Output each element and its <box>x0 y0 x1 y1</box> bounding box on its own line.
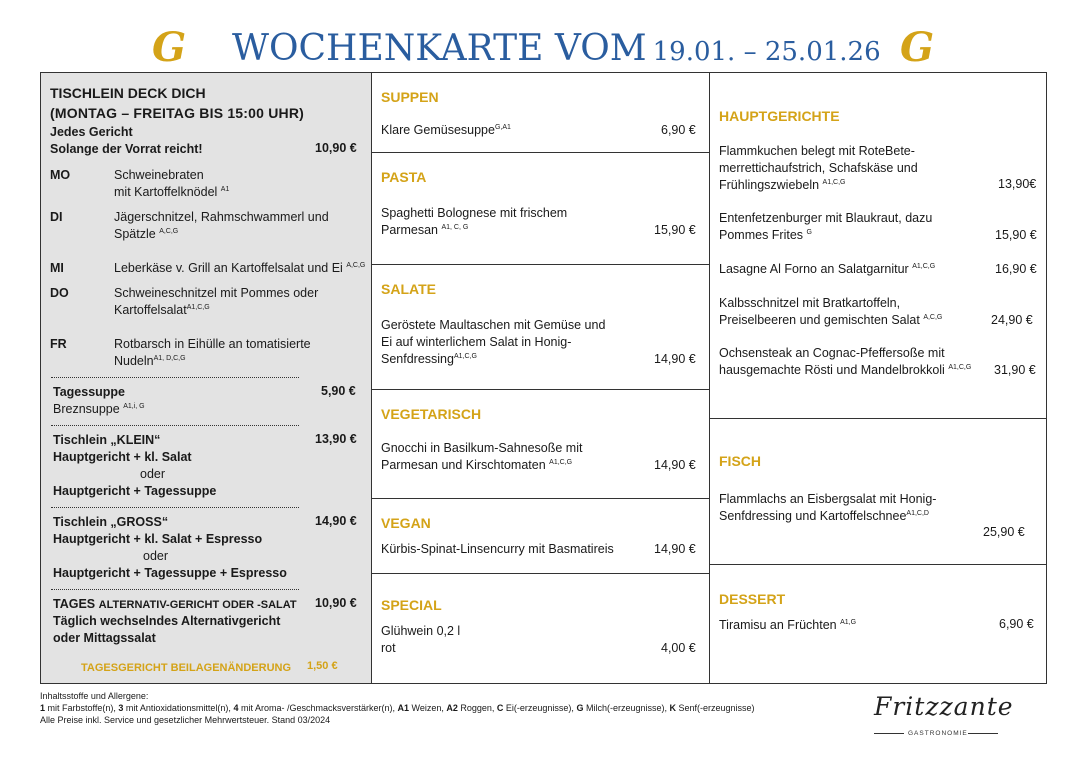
salate-price: 14,90 € <box>654 352 696 366</box>
divider <box>51 377 299 378</box>
vegan-item: Kürbis-Spinat-Linsencurry mit Basmatireis <box>381 542 614 556</box>
haupt-price: 15,90 € <box>995 228 1037 242</box>
dish-di: Jägerschnitzel, Rahmschwammerl und Spätzle $^{A,C,G}$ <box>114 210 329 241</box>
klein-or: oder <box>140 467 166 481</box>
haupt-price: 24,90 € <box>991 313 1033 327</box>
vegetarisch-price: 14,90 € <box>654 458 696 472</box>
haupt-price: 13,90€ <box>998 177 1037 191</box>
dessert-item: Tiramisu an Früchten $^{A1,G}$ <box>719 618 857 632</box>
klein-line1: Hauptgericht + kl. Salat <box>53 450 192 464</box>
gross-or: oder <box>143 549 169 563</box>
section-suppen <box>372 73 709 153</box>
section-dessert <box>710 565 1046 684</box>
section-vegan <box>372 499 709 574</box>
day-mi: MI <box>50 261 64 275</box>
footer-line3: Alle Preise inkl. Service und gesetzlicher Mehrwertsteuer. Stand 03/2024 <box>40 715 331 725</box>
divider <box>51 589 299 590</box>
haupt-item: Flammkuchen belegt mit RoteBete- merrettichaufstrich, Schafskäse und Frühlingszwiebeln $^{A1,C,G}$ <box>719 144 918 192</box>
salate-item: Geröstete Maultaschen mit Gemüse und Ei auf winterlichem Salat in Honig- Senfdressing$^{A1,C,G}$ <box>381 318 606 366</box>
gross-price: 14,90 € <box>315 514 357 528</box>
vegan-price: 14,90 € <box>654 542 696 556</box>
brand-line-left <box>874 733 904 734</box>
vegetarisch-heading: VEGETARISCH <box>381 406 482 422</box>
daily-heading-hours: (MONTAG – FREITAG BIS 15:00 UHR) <box>50 105 305 121</box>
daily-heading: TISCHLEIN DECK DICH <box>50 85 206 101</box>
dessert-price: 6,90 € <box>999 617 1034 631</box>
dish-fr: Rotbarsch in Eihülle an tomatisierte Nudeln$^{A1, D,C,G}$ <box>114 337 311 368</box>
suppen-price: 6,90 € <box>661 123 696 137</box>
footer-line2: 1 mit Farbstoffe(n), 3 mit Antioxidationsmittel(n), 4 mit Aroma- /Geschmacksverstärker(n), A1 Weizen, A2 Roggen, C Ei(-erzeugnisse), G Milch(-erzeugnisse), K Senf(-erzeugnisse) <box>40 703 755 713</box>
brand-name: Fritzzante <box>874 692 1014 721</box>
gross-line2: Hauptgericht + Tagessuppe + Espresso <box>53 566 287 580</box>
haupt-item: Lasagne Al Forno an Salatgarnitur $^{A1,C,G}$ <box>719 262 936 276</box>
pasta-heading: PASTA <box>381 169 427 185</box>
pasta-item: Spaghetti Bolognese mit frischem Parmesan $^{A1, C, G}$ <box>381 206 568 237</box>
right-column <box>710 73 1046 683</box>
gross-title: Tischlein „GROSS“ <box>53 515 169 529</box>
divider <box>51 507 299 508</box>
klein-title: Tischlein „KLEIN“ <box>53 433 161 447</box>
day-di: DI <box>50 210 63 224</box>
menu-frame <box>40 72 1047 684</box>
tagessuppe-desc: Breznsuppe $^{A1,i, G}$ <box>53 402 145 416</box>
dish-mo: Schweinebraten mit Kartoffelknödel $^{A1}$ <box>114 168 230 199</box>
day-do: DO <box>50 286 69 300</box>
haupt-item: Entenfetzenburger mit Blaukraut, dazu Pommes Frites $^G$ <box>719 211 933 242</box>
dish-mi: Leberkäse v. Grill an Kartoffelsalat und Ei $^{A,C,G}$ <box>114 261 366 275</box>
fisch-price: 25,90 € <box>983 525 1025 539</box>
salate-heading: SALATE <box>381 281 436 297</box>
title-dates: 19.01. – 25.01.26 <box>652 37 881 67</box>
footer-line1: Inhaltsstoffe und Allergene: <box>40 691 149 701</box>
tagessuppe-title: Tagessuppe <box>53 385 126 399</box>
special-item: Glühwein 0,2 l rot <box>381 624 461 655</box>
section-fisch <box>710 419 1046 565</box>
day-mo: MO <box>50 168 71 182</box>
brand-line-right <box>968 733 998 734</box>
klein-price: 13,90 € <box>315 432 357 446</box>
alt-line2: oder Mittagssalat <box>53 631 156 645</box>
tagessuppe-price: 5,90 € <box>321 384 356 398</box>
gross-line1: Hauptgericht + kl. Salat + Espresso <box>53 532 263 546</box>
alt-line1: Täglich wechselndes Alternativgericht <box>53 614 281 628</box>
haupt-item: Ochsensteak an Cognac-Pfeffersoße mit hausgemachte Rösti und Mandelbrokkoli $^{A1,C,G}$ <box>719 346 972 377</box>
special-heading: SPECIAL <box>381 597 442 613</box>
middle-column <box>372 73 710 683</box>
title-main: WOCHENKARTE VOM <box>232 28 647 69</box>
page-title <box>232 28 881 69</box>
vegetarisch-item: Gnocchi in Basilkum-Sahnesoße mit Parmesan und Kirschtomaten $^{A1,C,G}$ <box>381 441 583 472</box>
pasta-price: 15,90 € <box>654 223 696 237</box>
section-special <box>372 574 709 684</box>
alt-title: TAGES ALTERNATIV-GERICHT ODER -SALAT <box>53 597 297 611</box>
brand-sub: GASTRONOMIE <box>908 730 968 737</box>
haupt-heading: HAUPTGERICHTE <box>719 108 840 124</box>
daily-sub2: Solange der Vorrat reicht! <box>50 142 203 156</box>
day-fr: FR <box>50 337 67 351</box>
daily-price: 10,90 € <box>315 141 357 155</box>
fisch-heading: FISCH <box>719 453 761 469</box>
suppen-heading: SUPPEN <box>381 89 439 105</box>
brand-logo <box>868 692 1014 747</box>
section-hauptgerichte <box>710 73 1046 419</box>
logo-left-icon: G <box>152 24 187 71</box>
divider <box>51 425 299 426</box>
daily-sub1: Jedes Gericht <box>50 125 133 139</box>
haupt-item: Kalbsschnitzel mit Bratkartoffeln, Preiselbeeren und gemischten Salat $^{A,C,G}$ <box>719 296 943 327</box>
fisch-item: Flammlachs an Eisbergsalat mit Honig- Senfdressing und Kartoffelschnee$^{A1,C,D}$ <box>719 492 937 523</box>
section-pasta <box>372 153 709 265</box>
dish-do: Schweineschnitzel mit Pommes oder Kartoffelsalat$^{A1,C,G}$ <box>114 286 319 317</box>
suppen-item: Klare Gemüsesuppe$^{G,A1}$ <box>381 123 511 137</box>
alt-price: 10,90 € <box>315 596 357 610</box>
haupt-price: 16,90 € <box>995 262 1037 276</box>
dessert-heading: DESSERT <box>719 591 786 607</box>
haupt-price: 31,90 € <box>994 363 1036 377</box>
special-price: 4,00 € <box>661 641 696 655</box>
beilage-label: TAGESGERICHT BEILAGENÄNDERUNG <box>81 662 292 674</box>
klein-line2: Hauptgericht + Tagessuppe <box>53 484 217 498</box>
allergen-footer <box>40 690 755 726</box>
logo-right-icon: G <box>900 24 935 71</box>
daily-menu-column <box>41 73 372 683</box>
beilage-price: 1,50 € <box>307 660 338 672</box>
section-salate <box>372 265 709 390</box>
section-vegetarisch <box>372 390 709 499</box>
vegan-heading: VEGAN <box>381 515 431 531</box>
